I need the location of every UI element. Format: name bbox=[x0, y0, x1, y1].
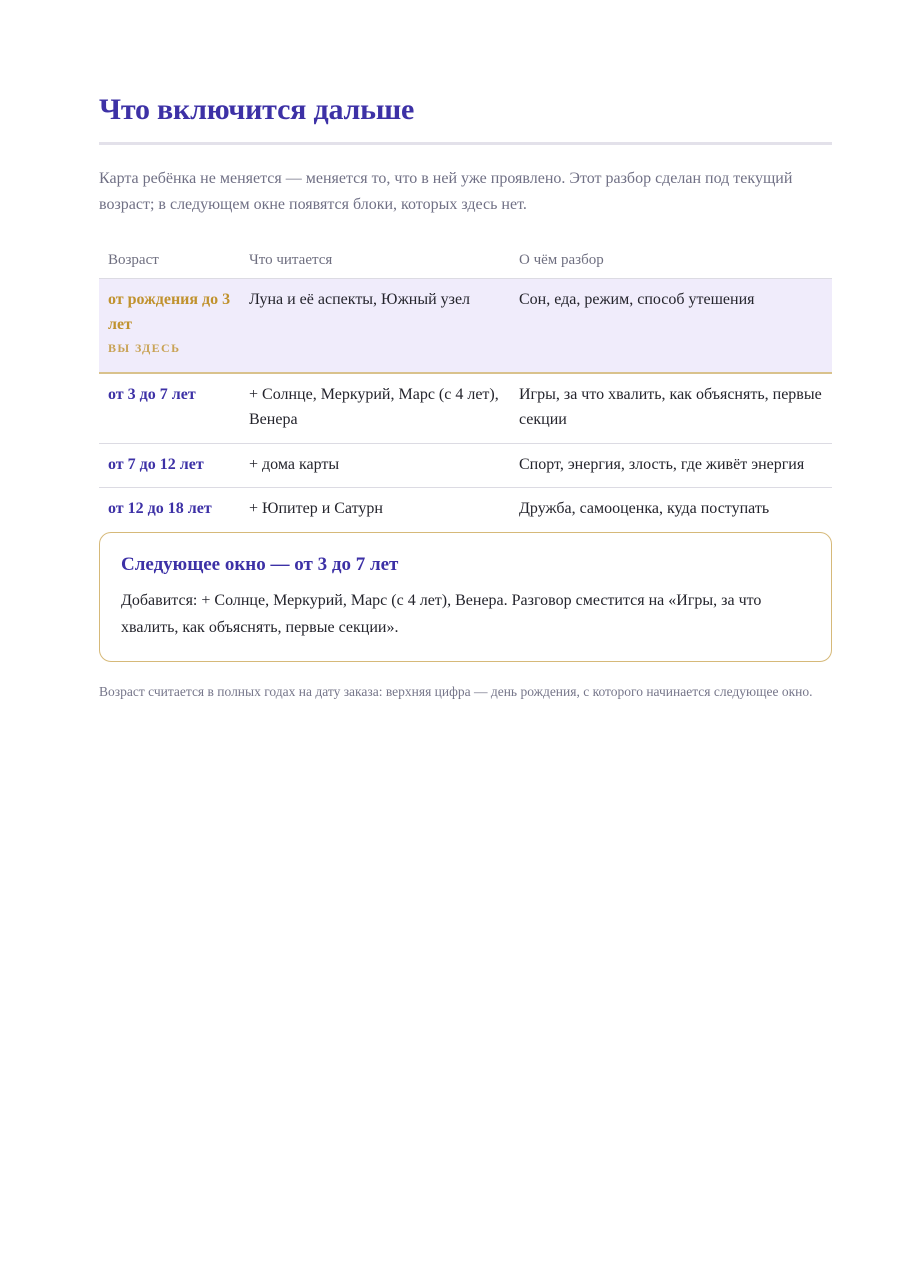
table-row bbox=[99, 374, 832, 444]
intro-paragraph: Карта ребёнка не меняется — меняется то, что в ней уже проявлено. Этот разбор сделан под текущий возраст; в следующем окне появятся блоки, которых здесь нет. bbox=[99, 170, 793, 213]
age-cell bbox=[99, 382, 249, 443]
header-reads: Что читается bbox=[249, 252, 333, 268]
reads-cell: + Солнце, Меркурий, Марс (с 4 лет), Венера bbox=[249, 386, 499, 428]
reads-cell: + Юпитер и Сатурн bbox=[249, 500, 383, 517]
age-label: от 3 до 7 лет bbox=[108, 386, 196, 403]
reads-cell: Луна и её аспекты, Южный узел bbox=[249, 291, 471, 308]
table-row bbox=[99, 488, 832, 532]
about-cell: Сон, еда, режим, способ утешения bbox=[519, 291, 755, 308]
age-cell bbox=[99, 452, 249, 487]
title-divider bbox=[99, 142, 832, 145]
current-badge: ВЫ ЗДЕСЬ bbox=[108, 341, 181, 355]
table-row-current bbox=[99, 279, 832, 374]
table-row bbox=[99, 444, 832, 488]
age-windows-table bbox=[99, 238, 832, 532]
about-cell: Игры, за что хвалить, как объяснять, первые секции bbox=[519, 386, 822, 428]
about-cell: Спорт, энергия, злость, где живёт энергия bbox=[519, 456, 805, 473]
header-age: Возраст bbox=[108, 252, 159, 268]
reads-cell: + дома карты bbox=[249, 456, 340, 473]
age-cell bbox=[99, 496, 249, 532]
page-title: Что включится дальше bbox=[99, 93, 415, 126]
table-header bbox=[99, 238, 832, 279]
age-label: от рождения до 3 лет bbox=[108, 291, 231, 333]
callout-title: Следующее окно — от 3 до 7 лет bbox=[121, 554, 399, 575]
age-cell bbox=[99, 287, 249, 372]
footnote: Возраст считается в полных годах на дату заказа: верхняя цифра — день рождения, с которого начинается следующее окно. bbox=[99, 684, 813, 699]
about-cell: Дружба, самооценка, куда поступать bbox=[519, 500, 770, 517]
header-about: О чём разбор bbox=[519, 252, 604, 268]
callout-body: Добавится: + Солнце, Меркурий, Марс (с 4 лет), Венера. Разговор сместится на «Игры, за что хвалить, как объяснять, первые секции». bbox=[121, 592, 762, 636]
next-window-callout bbox=[99, 532, 832, 662]
age-label: от 7 до 12 лет bbox=[108, 456, 204, 473]
age-label: от 12 до 18 лет bbox=[108, 500, 212, 517]
